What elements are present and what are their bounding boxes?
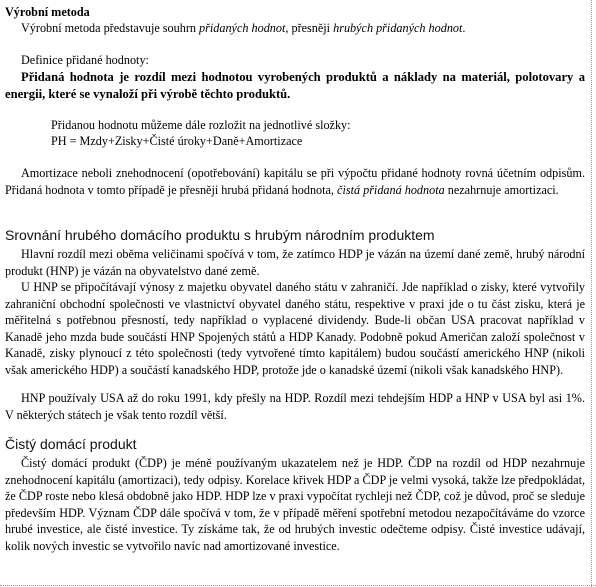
intro-text-end: . [462,21,466,35]
definition-text: Přidaná hodnota je rozdíl mezi hodnotou vyrobených produktů a náklady na materiál, polotovary a energii, které se vynaloží při výrobě těchto produktů. [5,70,585,101]
gdp-gnp-paragraph-1: Hlavní rozdíl mezi oběma veličinami spočívá v tom, že zatímco HDP je vázán na území dané země, hrubý národní produkt (HNP) je vázán na obyvatelstvo dané země. [5,247,585,278]
gdp-gnp-paragraph-2: U HNP se připočítávají výnosy z majetku obyvatel daného státu v zahraničí. Jde například o zisky, které vytvořily zahraniční obchodní společnosti ve vlastnictví obyvatel daného státu, respektive v praxi jde o tu část zisku, která je měřitelná s potřebnou přesností, tedy například o vyplacené dividendy. Bude-li občan USA pracovat například v Kanadě jeho mzda bude součástí HNP Spojených států a HDP Kanady. Podobně pokud Američan založí společnost v Kanadě, zisky plynoucí z této společnosti (tedy vytvořené tímto kapitálem) budou součástí amerického HNP (nikoli však amerického HDP) a součástí kanadského HDP, protože jde o kanadské území (nikoli však kanadského HNP). [5,280,585,377]
amortization-text-end: nezahrnuje amortizaci. [444,182,559,197]
ndp-paragraph: Čistý domácí produkt (ČDP) je méně používaným ukazatelem než je HDP. ČDP na rozdíl od HDP nezahrnuje znehodnocení kapitálu (amortizaci), tedy odpisy. Korelace křivek HDP a ČDP je velmi vysoká, takže lze předpokládat, že ČDP roste nebo klesá obdobně jako HDP. HDP lze v praxi vypočítat rychleji než ČDP, což je důvod, proč se sleduje především HDP. Význam ČDP dále spočívá v tom, že v případě měření spotřební metodou nezapočítáváme do vzorce hrubé investice, ale čisté investice. Ty získáme tak, že od hrubých investic odečteme odpisy. Čisté investice udávají, kolik nových investic se vytvořilo navíc nad amortizované investice. [5,456,585,553]
gdp-gnp-paragraph-3: HNP používaly USA až do roku 1991, kdy přešly na HDP. Rozdíl mezi tehdejším HDP a HNP v USA byl asi 1%. V některých státech je však tento rozdíl větší. [5,391,585,422]
intro-emphasis-gross-value-added: hrubých přidaných hodnot [333,21,463,35]
production-method-intro [5,20,596,37]
definition-label: Definice přidané hodnoty: [21,53,149,67]
intro-text: Výrobní metoda představuje souhrn [21,21,200,35]
section-title-net-domestic-product: Čistý domácí produkt [5,436,137,452]
section-title-gdp-vs-gnp: Srovnání hrubého domácího produktu s hrubým národním produktem [5,227,435,243]
intro-emphasis-value-added: přidaných hodnot [199,21,286,35]
intro-text-mid: , přesněji [285,21,334,35]
amortization-text: Amortizace neboli znehodnocení (opotřebování) kapitálu se při výpočtu přidané hodnoty rovná účetním odpisům. Přidaná hodnota v tomto případě je přesněji hrubá přidaná hodnota, [5,166,585,197]
decomposition-text: Přidanou hodnotu můžeme dále rozložit na jednotlivé složky: [51,118,351,132]
value-added-formula: PH = Mzdy+Zisky+Čisté úroky+Daně+Amortizace [51,134,303,148]
amortization-paragraph [5,165,585,198]
section-title-production-method: Výrobní metoda [5,5,90,19]
page-margin-guide-right [591,0,593,587]
amortization-emphasis-net-value-added: čistá přidaná hodnota [337,182,445,197]
